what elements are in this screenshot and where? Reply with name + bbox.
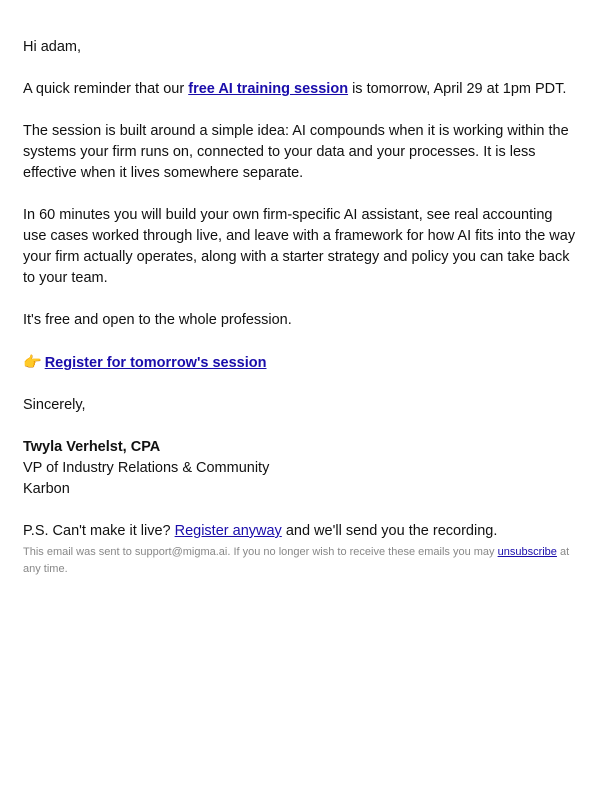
reminder-paragraph (23, 79, 577, 100)
free-open-paragraph: It's free and open to the whole profession. (23, 312, 292, 328)
signature-name: Twyla Verhelst, CPA (23, 439, 161, 455)
session-idea-paragraph: The session is built around a simple idea: AI compounds when it is working within the systems your firm runs on, connected to your data and your processes. It is less effective when it lives somewhere separate. (23, 123, 569, 181)
unsubscribe-link[interactable]: unsubscribe (497, 546, 557, 558)
signature-company: Karbon (23, 481, 70, 497)
closing: Sincerely, (23, 397, 86, 413)
footer-text-after: at any time. (23, 546, 570, 575)
pointing-hand-icon: 👉 (23, 354, 42, 371)
training-session-link[interactable]: free AI training session (188, 81, 349, 97)
session-details-paragraph: In 60 minutes you will build your own firm-specific AI assistant, see real accounting use cases worked through live, and leave with a framework for how AI fits into the way your firm actually operates, along with a starter strategy and policy you can take back to your team. (23, 207, 576, 286)
register-cta-line (23, 352, 577, 374)
greeting: Hi adam, (23, 39, 82, 55)
email-footer (23, 544, 577, 578)
signature (23, 437, 577, 500)
reminder-text-after: is tomorrow, April 29 at 1pm PDT. (348, 81, 567, 97)
register-session-link[interactable]: Register for tomorrow's session (44, 355, 267, 371)
reminder-text-before: A quick reminder that our (23, 81, 189, 97)
footer-text-before: This email was sent to support@migma.ai. If you no longer wish to receive these emails you may (23, 546, 498, 558)
register-anyway-link[interactable]: Register anyway (174, 523, 282, 539)
ps-paragraph (23, 521, 577, 542)
signature-title: VP of Industry Relations & Community (23, 460, 270, 476)
ps-text-after: and we'll send you the recording. (281, 523, 498, 539)
ps-text-before: P.S. Can't make it live? (23, 523, 175, 539)
